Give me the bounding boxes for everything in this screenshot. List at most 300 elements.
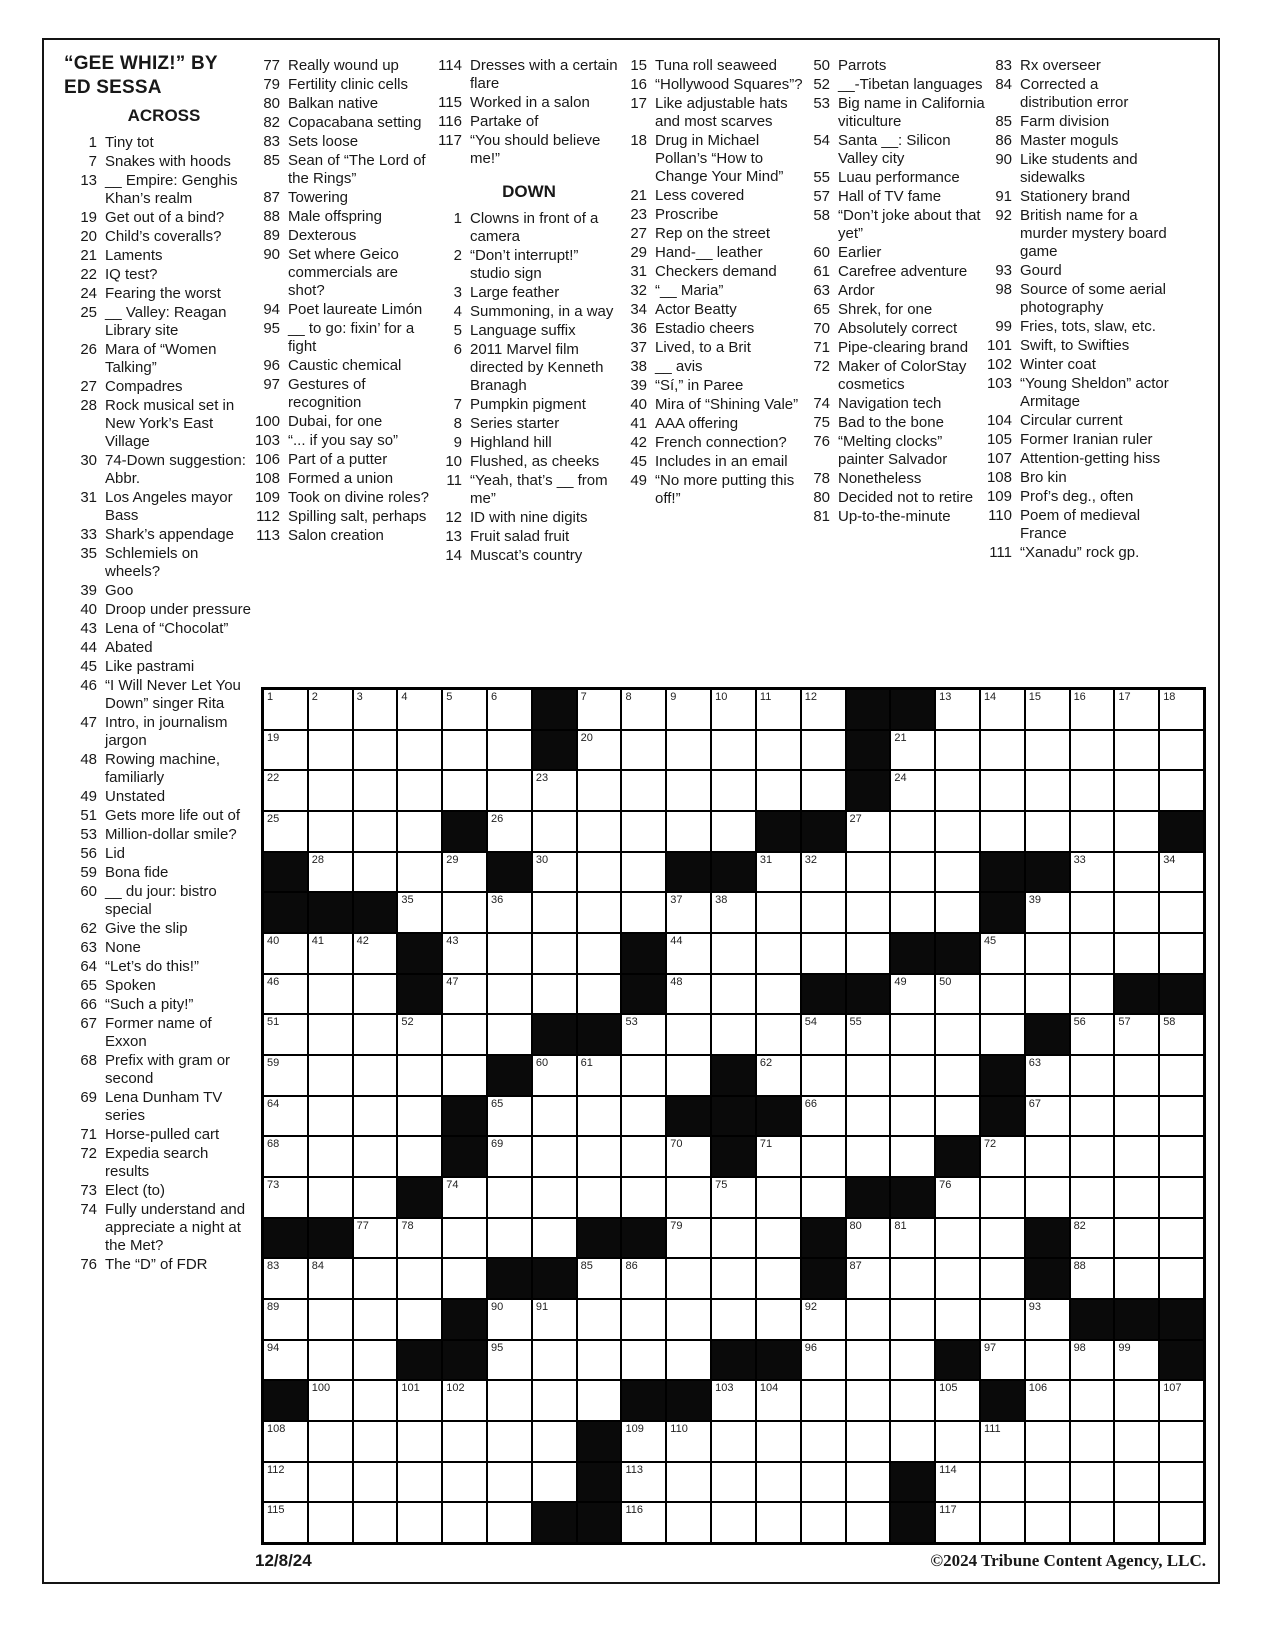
grid-cell[interactable] — [1026, 1381, 1069, 1420]
grid-cell[interactable] — [354, 1178, 397, 1217]
grid-cell[interactable] — [981, 1300, 1024, 1339]
grid-cell[interactable] — [757, 1381, 800, 1420]
grid-cell[interactable] — [622, 1503, 665, 1542]
grid-cell[interactable] — [533, 1178, 576, 1217]
grid-cell[interactable] — [264, 1056, 307, 1095]
grid-cell[interactable] — [757, 1503, 800, 1542]
grid-cell[interactable] — [443, 1381, 486, 1420]
grid-cell[interactable] — [354, 690, 397, 729]
grid-cell[interactable] — [757, 1300, 800, 1339]
grid-cell[interactable] — [1160, 1259, 1203, 1298]
grid-cell[interactable] — [847, 1137, 890, 1176]
grid-cell[interactable] — [1026, 1137, 1069, 1176]
grid-cell[interactable] — [398, 812, 441, 851]
grid-cell[interactable] — [981, 1463, 1024, 1502]
grid-cell[interactable] — [847, 812, 890, 851]
grid-cell[interactable] — [757, 934, 800, 973]
grid-cell[interactable] — [533, 1300, 576, 1339]
grid-cell[interactable] — [667, 1422, 710, 1461]
grid-cell[interactable] — [847, 1381, 890, 1420]
grid-cell[interactable] — [398, 1463, 441, 1502]
grid-cell[interactable] — [981, 1422, 1024, 1461]
grid-cell[interactable] — [936, 771, 979, 810]
grid-cell[interactable] — [802, 731, 845, 770]
grid-cell[interactable] — [891, 1341, 934, 1380]
grid-cell[interactable] — [309, 812, 352, 851]
grid-cell[interactable] — [667, 690, 710, 729]
grid-cell[interactable] — [622, 893, 665, 932]
grid-cell[interactable] — [309, 731, 352, 770]
grid-cell[interactable] — [622, 1422, 665, 1461]
grid-cell[interactable] — [936, 853, 979, 892]
grid-cell[interactable] — [398, 893, 441, 932]
grid-cell[interactable] — [622, 1097, 665, 1136]
grid-cell[interactable] — [309, 1503, 352, 1542]
grid-cell[interactable] — [1026, 1097, 1069, 1136]
grid-cell[interactable] — [264, 1503, 307, 1542]
grid-cell[interactable] — [981, 1503, 1024, 1542]
grid-cell[interactable] — [309, 1422, 352, 1461]
grid-cell[interactable] — [354, 1259, 397, 1298]
grid-cell[interactable] — [891, 812, 934, 851]
grid-cell[interactable] — [1115, 812, 1158, 851]
grid-cell[interactable] — [443, 893, 486, 932]
grid-cell[interactable] — [1115, 1097, 1158, 1136]
grid-cell[interactable] — [354, 934, 397, 973]
grid-cell[interactable] — [1071, 812, 1114, 851]
grid-cell[interactable] — [1160, 853, 1203, 892]
grid-cell[interactable] — [578, 1056, 621, 1095]
grid-cell[interactable] — [1160, 690, 1203, 729]
grid-cell[interactable] — [936, 1463, 979, 1502]
grid-cell[interactable] — [443, 731, 486, 770]
grid-cell[interactable] — [667, 1056, 710, 1095]
grid-cell[interactable] — [802, 1137, 845, 1176]
grid-cell[interactable] — [1160, 1422, 1203, 1461]
grid-cell[interactable] — [891, 1137, 934, 1176]
grid-cell[interactable] — [847, 853, 890, 892]
grid-cell[interactable] — [981, 812, 1024, 851]
grid-cell[interactable] — [802, 1015, 845, 1054]
grid-cell[interactable] — [981, 690, 1024, 729]
grid-cell[interactable] — [443, 934, 486, 973]
grid-cell[interactable] — [757, 1463, 800, 1502]
grid-cell[interactable] — [488, 1381, 531, 1420]
grid-cell[interactable] — [488, 934, 531, 973]
grid-cell[interactable] — [1071, 853, 1114, 892]
grid-cell[interactable] — [802, 1422, 845, 1461]
grid-cell[interactable] — [622, 771, 665, 810]
grid-cell[interactable] — [443, 771, 486, 810]
grid-cell[interactable] — [309, 1015, 352, 1054]
grid-cell[interactable] — [398, 1300, 441, 1339]
grid-cell[interactable] — [622, 1341, 665, 1380]
grid-cell[interactable] — [802, 690, 845, 729]
grid-cell[interactable] — [712, 1219, 755, 1258]
grid-cell[interactable] — [757, 690, 800, 729]
grid-cell[interactable] — [1115, 1463, 1158, 1502]
grid-cell[interactable] — [1115, 1178, 1158, 1217]
grid-cell[interactable] — [264, 1137, 307, 1176]
grid-cell[interactable] — [1026, 1463, 1069, 1502]
grid-cell[interactable] — [667, 893, 710, 932]
grid-cell[interactable] — [578, 771, 621, 810]
grid-cell[interactable] — [264, 934, 307, 973]
grid-cell[interactable] — [891, 1300, 934, 1339]
grid-cell[interactable] — [1115, 1137, 1158, 1176]
grid-cell[interactable] — [1160, 934, 1203, 973]
grid-cell[interactable] — [712, 1178, 755, 1217]
grid-cell[interactable] — [712, 975, 755, 1014]
grid-cell[interactable] — [936, 1300, 979, 1339]
grid-cell[interactable] — [622, 812, 665, 851]
grid-cell[interactable] — [1071, 1178, 1114, 1217]
grid-cell[interactable] — [757, 771, 800, 810]
grid-cell[interactable] — [443, 1015, 486, 1054]
grid-cell[interactable] — [981, 934, 1024, 973]
grid-cell[interactable] — [264, 1300, 307, 1339]
grid-cell[interactable] — [622, 1178, 665, 1217]
grid-cell[interactable] — [847, 1463, 890, 1502]
grid-cell[interactable] — [757, 1259, 800, 1298]
grid-cell[interactable] — [891, 1259, 934, 1298]
grid-cell[interactable] — [981, 771, 1024, 810]
grid-cell[interactable] — [264, 1178, 307, 1217]
grid-cell[interactable] — [847, 1341, 890, 1380]
grid-cell[interactable] — [354, 853, 397, 892]
grid-cell[interactable] — [802, 1178, 845, 1217]
grid-cell[interactable] — [1071, 1341, 1114, 1380]
grid-cell[interactable] — [1026, 1503, 1069, 1542]
grid-cell[interactable] — [1160, 1178, 1203, 1217]
grid-cell[interactable] — [1160, 771, 1203, 810]
grid-cell[interactable] — [1071, 1056, 1114, 1095]
grid-cell[interactable] — [1026, 1422, 1069, 1461]
grid-cell[interactable] — [1115, 1259, 1158, 1298]
grid-cell[interactable] — [1071, 1259, 1114, 1298]
grid-cell[interactable] — [578, 853, 621, 892]
grid-cell[interactable] — [309, 934, 352, 973]
grid-cell[interactable] — [981, 975, 1024, 1014]
grid-cell[interactable] — [1160, 1503, 1203, 1542]
grid-cell[interactable] — [1160, 1056, 1203, 1095]
grid-cell[interactable] — [712, 731, 755, 770]
grid-cell[interactable] — [1071, 1381, 1114, 1420]
grid-cell[interactable] — [891, 1015, 934, 1054]
grid-cell[interactable] — [1026, 731, 1069, 770]
grid-cell[interactable] — [1115, 1341, 1158, 1380]
grid-cell[interactable] — [757, 1056, 800, 1095]
grid-cell[interactable] — [1160, 893, 1203, 932]
grid-cell[interactable] — [488, 1097, 531, 1136]
grid-cell[interactable] — [309, 690, 352, 729]
grid-cell[interactable] — [488, 1463, 531, 1502]
grid-cell[interactable] — [757, 893, 800, 932]
grid-cell[interactable] — [891, 1422, 934, 1461]
grid-cell[interactable] — [533, 1219, 576, 1258]
grid-cell[interactable] — [891, 1219, 934, 1258]
grid-cell[interactable] — [488, 1219, 531, 1258]
grid-cell[interactable] — [936, 1097, 979, 1136]
grid-cell[interactable] — [802, 771, 845, 810]
grid-cell[interactable] — [264, 975, 307, 1014]
grid-cell[interactable] — [936, 1422, 979, 1461]
grid-cell[interactable] — [1071, 1463, 1114, 1502]
grid-cell[interactable] — [847, 934, 890, 973]
grid-cell[interactable] — [354, 1463, 397, 1502]
grid-cell[interactable] — [802, 1097, 845, 1136]
grid-cell[interactable] — [847, 1219, 890, 1258]
grid-cell[interactable] — [847, 893, 890, 932]
grid-cell[interactable] — [578, 1178, 621, 1217]
grid-cell[interactable] — [533, 812, 576, 851]
grid-cell[interactable] — [443, 1503, 486, 1542]
grid-cell[interactable] — [1026, 975, 1069, 1014]
grid-cell[interactable] — [1160, 1015, 1203, 1054]
grid-cell[interactable] — [891, 1097, 934, 1136]
grid-cell[interactable] — [578, 934, 621, 973]
grid-cell[interactable] — [578, 731, 621, 770]
grid-cell[interactable] — [264, 690, 307, 729]
grid-cell[interactable] — [1071, 1422, 1114, 1461]
grid-cell[interactable] — [757, 1015, 800, 1054]
grid-cell[interactable] — [398, 853, 441, 892]
grid-cell[interactable] — [533, 1422, 576, 1461]
grid-cell[interactable] — [1026, 934, 1069, 973]
grid-cell[interactable] — [1115, 731, 1158, 770]
grid-cell[interactable] — [1026, 1300, 1069, 1339]
grid-cell[interactable] — [578, 975, 621, 1014]
grid-cell[interactable] — [847, 1422, 890, 1461]
grid-cell[interactable] — [622, 1463, 665, 1502]
grid-cell[interactable] — [667, 1503, 710, 1542]
grid-cell[interactable] — [1115, 1015, 1158, 1054]
grid-cell[interactable] — [1115, 1056, 1158, 1095]
grid-cell[interactable] — [802, 853, 845, 892]
grid-cell[interactable] — [981, 1341, 1024, 1380]
grid-cell[interactable] — [1026, 771, 1069, 810]
grid-cell[interactable] — [1115, 1503, 1158, 1542]
grid-cell[interactable] — [712, 1463, 755, 1502]
grid-cell[interactable] — [309, 1463, 352, 1502]
grid-cell[interactable] — [354, 812, 397, 851]
grid-cell[interactable] — [1115, 1219, 1158, 1258]
grid-cell[interactable] — [533, 1381, 576, 1420]
grid-cell[interactable] — [667, 1259, 710, 1298]
grid-cell[interactable] — [488, 731, 531, 770]
grid-cell[interactable] — [1026, 893, 1069, 932]
grid-cell[interactable] — [488, 893, 531, 932]
grid-cell[interactable] — [1026, 812, 1069, 851]
grid-cell[interactable] — [622, 1259, 665, 1298]
grid-cell[interactable] — [1071, 934, 1114, 973]
grid-cell[interactable] — [667, 1015, 710, 1054]
grid-cell[interactable] — [802, 1056, 845, 1095]
grid-cell[interactable] — [622, 690, 665, 729]
grid-cell[interactable] — [1115, 853, 1158, 892]
grid-cell[interactable] — [936, 1219, 979, 1258]
grid-cell[interactable] — [1115, 934, 1158, 973]
grid-cell[interactable] — [802, 1463, 845, 1502]
grid-cell[interactable] — [264, 1341, 307, 1380]
grid-cell[interactable] — [936, 731, 979, 770]
grid-cell[interactable] — [667, 1137, 710, 1176]
grid-cell[interactable] — [981, 1137, 1024, 1176]
grid-cell[interactable] — [1026, 1178, 1069, 1217]
grid-cell[interactable] — [847, 1097, 890, 1136]
grid-cell[interactable] — [1160, 731, 1203, 770]
grid-cell[interactable] — [354, 1219, 397, 1258]
grid-cell[interactable] — [578, 1097, 621, 1136]
grid-cell[interactable] — [802, 1300, 845, 1339]
grid-cell[interactable] — [398, 1137, 441, 1176]
grid-cell[interactable] — [264, 1097, 307, 1136]
grid-cell[interactable] — [712, 771, 755, 810]
grid-cell[interactable] — [578, 690, 621, 729]
grid-cell[interactable] — [757, 1137, 800, 1176]
grid-cell[interactable] — [264, 771, 307, 810]
grid-cell[interactable] — [622, 1137, 665, 1176]
grid-cell[interactable] — [622, 731, 665, 770]
grid-cell[interactable] — [891, 1056, 934, 1095]
grid-cell[interactable] — [936, 1015, 979, 1054]
grid-cell[interactable] — [667, 1219, 710, 1258]
grid-cell[interactable] — [533, 893, 576, 932]
grid-cell[interactable] — [488, 975, 531, 1014]
grid-cell[interactable] — [757, 1219, 800, 1258]
grid-cell[interactable] — [712, 1381, 755, 1420]
grid-cell[interactable] — [1160, 1097, 1203, 1136]
grid-cell[interactable] — [488, 1422, 531, 1461]
grid-cell[interactable] — [443, 1178, 486, 1217]
grid-cell[interactable] — [757, 1422, 800, 1461]
grid-cell[interactable] — [981, 1219, 1024, 1258]
grid-cell[interactable] — [1160, 1219, 1203, 1258]
grid-cell[interactable] — [1026, 1341, 1069, 1380]
grid-cell[interactable] — [891, 1381, 934, 1420]
grid-cell[interactable] — [891, 975, 934, 1014]
grid-cell[interactable] — [533, 853, 576, 892]
grid-cell[interactable] — [264, 731, 307, 770]
grid-cell[interactable] — [354, 1056, 397, 1095]
grid-cell[interactable] — [936, 893, 979, 932]
grid-cell[interactable] — [578, 893, 621, 932]
grid-cell[interactable] — [1071, 771, 1114, 810]
grid-cell[interactable] — [533, 771, 576, 810]
grid-cell[interactable] — [1071, 1097, 1114, 1136]
grid-cell[interactable] — [578, 1137, 621, 1176]
grid-cell[interactable] — [667, 1341, 710, 1380]
grid-cell[interactable] — [354, 731, 397, 770]
grid-cell[interactable] — [578, 1259, 621, 1298]
grid-cell[interactable] — [398, 771, 441, 810]
grid-cell[interactable] — [1071, 1503, 1114, 1542]
grid-cell[interactable] — [309, 771, 352, 810]
grid-cell[interactable] — [533, 1056, 576, 1095]
grid-cell[interactable] — [712, 893, 755, 932]
grid-cell[interactable] — [398, 1381, 441, 1420]
grid-cell[interactable] — [712, 812, 755, 851]
grid-cell[interactable] — [354, 1503, 397, 1542]
grid-cell[interactable] — [309, 1097, 352, 1136]
grid-cell[interactable] — [533, 1463, 576, 1502]
grid-cell[interactable] — [1115, 771, 1158, 810]
grid-cell[interactable] — [488, 1341, 531, 1380]
grid-cell[interactable] — [309, 1300, 352, 1339]
grid-cell[interactable] — [891, 731, 934, 770]
grid-cell[interactable] — [1115, 893, 1158, 932]
grid-cell[interactable] — [1071, 690, 1114, 729]
grid-cell[interactable] — [712, 934, 755, 973]
grid-cell[interactable] — [354, 1300, 397, 1339]
grid-cell[interactable] — [354, 1381, 397, 1420]
grid-cell[interactable] — [712, 1503, 755, 1542]
grid-cell[interactable] — [622, 1300, 665, 1339]
grid-cell[interactable] — [354, 1341, 397, 1380]
grid-cell[interactable] — [757, 853, 800, 892]
grid-cell[interactable] — [398, 731, 441, 770]
grid-cell[interactable] — [1160, 1381, 1203, 1420]
grid-cell[interactable] — [264, 1015, 307, 1054]
grid-cell[interactable] — [398, 1056, 441, 1095]
grid-cell[interactable] — [1071, 893, 1114, 932]
grid-cell[interactable] — [398, 1015, 441, 1054]
grid-cell[interactable] — [712, 1259, 755, 1298]
grid-cell[interactable] — [667, 1463, 710, 1502]
grid-cell[interactable] — [1071, 1219, 1114, 1258]
grid-cell[interactable] — [398, 1259, 441, 1298]
grid-cell[interactable] — [443, 975, 486, 1014]
grid-cell[interactable] — [488, 1503, 531, 1542]
grid-cell[interactable] — [667, 934, 710, 973]
grid-cell[interactable] — [264, 1259, 307, 1298]
grid-cell[interactable] — [622, 853, 665, 892]
grid-cell[interactable] — [488, 690, 531, 729]
grid-cell[interactable] — [1115, 690, 1158, 729]
grid-cell[interactable] — [488, 1137, 531, 1176]
grid-cell[interactable] — [712, 1422, 755, 1461]
grid-cell[interactable] — [443, 853, 486, 892]
grid-cell[interactable] — [1026, 1056, 1069, 1095]
grid-cell[interactable] — [936, 1056, 979, 1095]
grid-cell[interactable] — [309, 1259, 352, 1298]
grid-cell[interactable] — [667, 812, 710, 851]
grid-cell[interactable] — [354, 1422, 397, 1461]
grid-cell[interactable] — [488, 812, 531, 851]
grid-cell[interactable] — [264, 812, 307, 851]
grid-cell[interactable] — [622, 1015, 665, 1054]
grid-cell[interactable] — [309, 1381, 352, 1420]
grid-cell[interactable] — [354, 975, 397, 1014]
grid-cell[interactable] — [802, 1503, 845, 1542]
grid-cell[interactable] — [1160, 1463, 1203, 1502]
grid-cell[interactable] — [264, 1422, 307, 1461]
grid-cell[interactable] — [847, 1503, 890, 1542]
grid-cell[interactable] — [1160, 1137, 1203, 1176]
grid-cell[interactable] — [309, 853, 352, 892]
grid-cell[interactable] — [578, 812, 621, 851]
grid-cell[interactable] — [309, 1137, 352, 1176]
grid-cell[interactable] — [1071, 975, 1114, 1014]
grid-cell[interactable] — [936, 1381, 979, 1420]
grid-cell[interactable] — [443, 1259, 486, 1298]
grid-cell[interactable] — [981, 1015, 1024, 1054]
grid-cell[interactable] — [354, 1015, 397, 1054]
grid-cell[interactable] — [667, 1300, 710, 1339]
grid-cell[interactable] — [981, 731, 1024, 770]
grid-cell[interactable] — [802, 1341, 845, 1380]
grid-cell[interactable] — [398, 690, 441, 729]
